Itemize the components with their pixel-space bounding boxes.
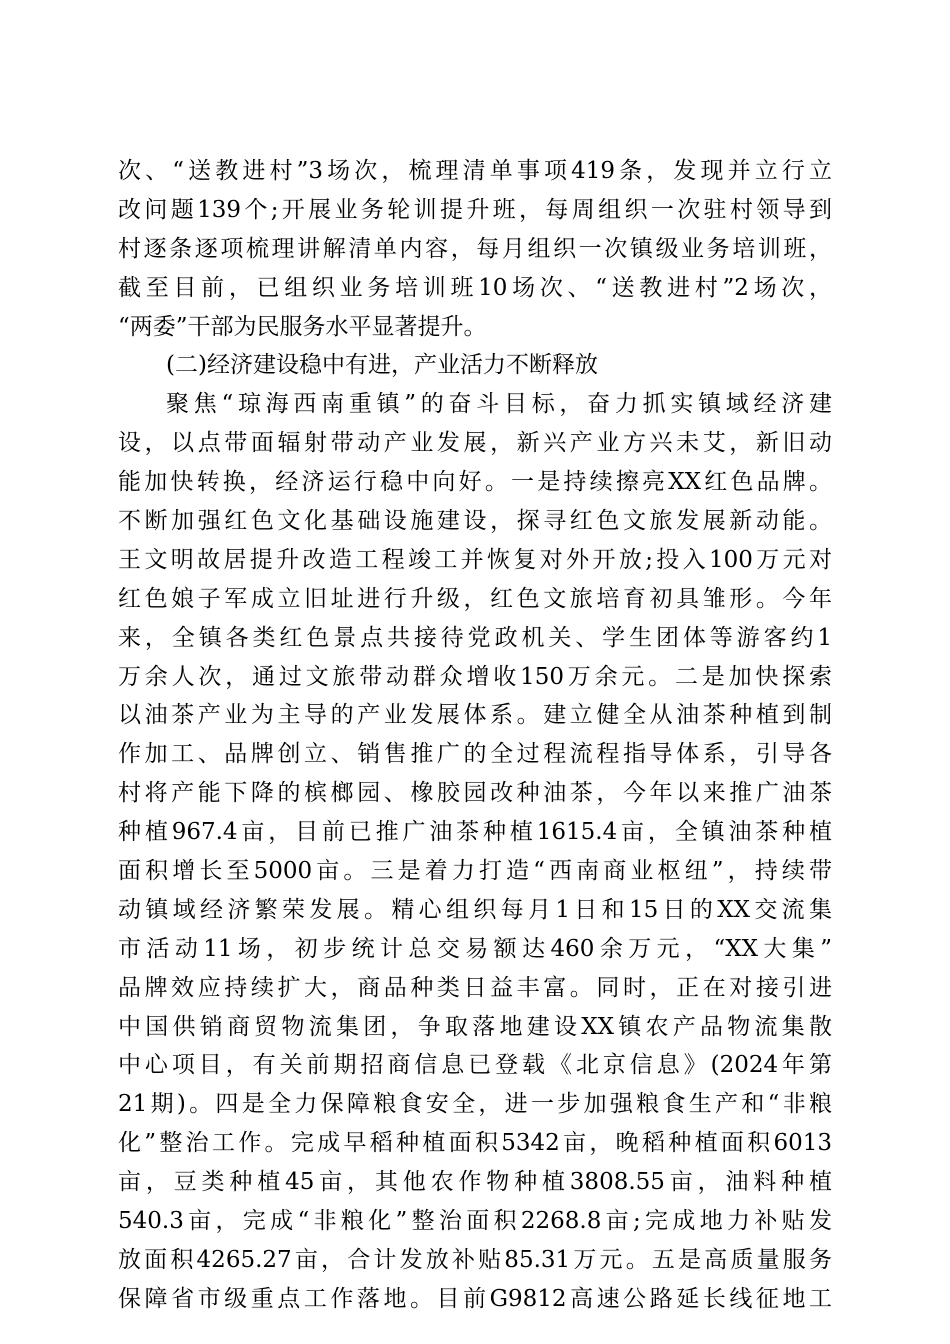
text-line: 以油茶产业为主导的产业发展体系。建立健全从油茶种植到制 [118, 702, 832, 729]
section-heading: (二)经济建设稳中有进，产业活力不断释放 [166, 352, 598, 379]
text-line: 540.3亩，完成“非粮化”整治面积2268.8亩;完成地力补贴发 [118, 1208, 832, 1235]
text-line: 次、“送教进村”3场次，梳理清单事项419条，发现并立行立 [118, 158, 832, 184]
text-line: 化”整治工作。完成早稻种植面积5342亩，晚稻种植面积6013 [118, 1130, 832, 1157]
text-line: 21期)。四是全力保障粮食安全，进一步加强粮食生产和“非粮 [118, 1091, 832, 1118]
text-line: 红色娘子军成立旧址进行升级，红色文旅培育初具雏形。今年 [118, 585, 832, 612]
text-line: 改问题139个;开展业务轮训提升班，每周组织一次驻村领导到 [118, 196, 832, 223]
text-line: 品牌效应持续扩大，商品种类日益丰富。同时，正在对接引进 [118, 974, 832, 1001]
text-line: 亩，豆类种植45亩，其他农作物种植3808.55亩，油料种植 [118, 1169, 832, 1196]
text-line: 面积增长至5000亩。三是着力打造“西南商业枢纽”，持续带 [118, 858, 832, 885]
text-line: 市活动11场，初步统计总交易额达460余万元，“XX大集” [118, 935, 832, 962]
text-line: 王文明故居提升改造工程竣工并恢复对外开放;投入100万元对 [118, 546, 832, 573]
text-line: 保障省市级重点工作落地。目前G9812高速公路延长线征地工 [118, 1285, 832, 1312]
text-line: 不断加强红色文化基础设施建设，探寻红色文旅发展新动能。 [118, 508, 832, 535]
text-line: “两委”干部为民服务水平显著提升。 [118, 313, 487, 340]
text-line: 中国供销商贸物流集团，争取落地建设XX镇农产品物流集散 [118, 1013, 832, 1040]
text-line: 中心项目，有关前期招商信息已登载《北京信息》(2024年第 [118, 1052, 832, 1079]
text-line: 万余人次，通过文旅带动群众增收150万余元。二是加快探索 [118, 663, 832, 690]
text-line: 动镇域经济繁荣发展。精心组织每月1日和15日的XX交流集 [118, 896, 832, 923]
text-line: 设，以点带面辐射带动产业发展，新兴产业方兴未艾，新旧动 [118, 430, 832, 457]
text-line: 村将产能下降的槟榔园、橡胶园改种油茶，今年以来推广油茶 [118, 780, 832, 807]
document-page [118, 152, 832, 1319]
paragraph-first-line: 聚焦“琼海西南重镇”的奋斗目标，奋力抓实镇域经济建 [166, 391, 832, 418]
text-line: 作加工、品牌创立、销售推广的全过程流程指导体系，引导各 [118, 741, 832, 768]
text-line: 村逐条逐项梳理讲解清单内容，每月组织一次镇级业务培训班， [118, 235, 832, 262]
text-line: 种植967.4亩，目前已推广油茶种植1615.4亩，全镇油茶种植 [118, 819, 832, 846]
text-line: 来，全镇各类红色景点共接待党政机关、学生团体等游客约1 [118, 624, 832, 651]
text-line: 放面积4265.27亩，合计发放补贴85.31万元。五是高质量服务 [118, 1246, 832, 1273]
text-line: 能加快转换，经济运行稳中向好。一是持续擦亮XX红色品牌。 [118, 469, 832, 496]
text-line: 截至目前，已组织业务培训班10场次、“送教进村”2场次， [118, 274, 832, 301]
